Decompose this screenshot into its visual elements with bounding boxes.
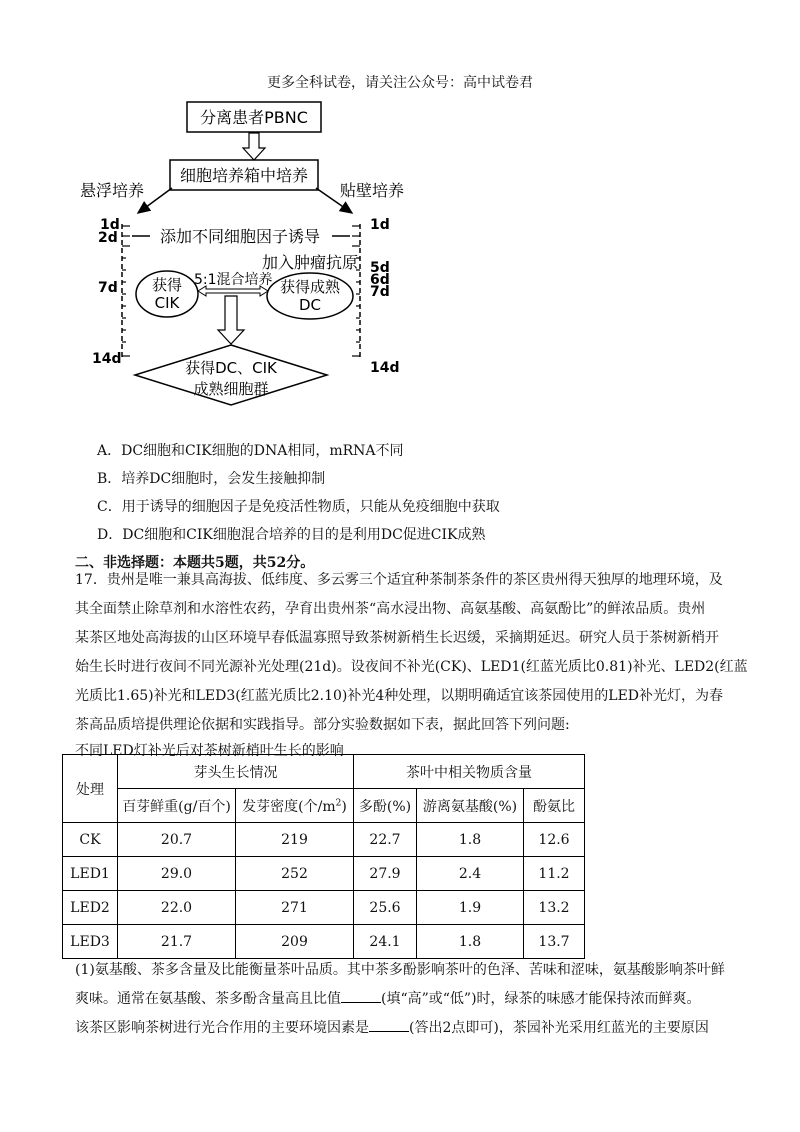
table-row [63, 891, 585, 925]
q17-line: 其全面禁止除草剂和水溶性农药，孕育出贵州茶“高水浸出物、高氨基酸、高氨酚比”的鲜浓品质。贵州 [75, 601, 706, 617]
cell: 27.9 [354, 857, 417, 891]
q17-line: 茶高品质培提供理论依据和实践指导。部分实验数据如下表，据此回答下列问题: [75, 717, 570, 733]
answer-blank[interactable] [341, 988, 381, 1003]
table-row [63, 857, 585, 891]
option-c: C．用于诱导的细胞因子是免疫活性物质，只能从免疫细胞中获取 [97, 499, 500, 515]
question-17-text [75, 566, 748, 740]
header-group-growth: 芽头生长情况 [118, 755, 354, 789]
q17-line: 17．贵州是唯一兼具高海拔、低纬度、多云雾三个适宜种茶制茶条件的茶区贵州得天独厚的地理环境，及 [75, 572, 723, 588]
q17-line: 光质比1.65)补光和LED3(红蓝光质比2.10)补光4种处理，以期明确适宜该茶园使用的LED补光灯，为春 [75, 688, 724, 704]
table-caption: 不同LED灯补光后对茶树新梢叶生长的影响 [75, 743, 344, 759]
q17-line: 始生长时进行夜间不同光源补光处理(21d)。设夜间不补光(CK)、LED1(红蓝光质比0.81)补光、LED2(红蓝 [75, 659, 748, 675]
header-group-content: 茶叶中相关物质含量 [354, 755, 585, 789]
mix-label: 5:1混合培养 [194, 272, 273, 288]
experiment-flow-diagram [0, 0, 800, 420]
dc-oval-line2: DC [298, 296, 322, 314]
cell: 271 [236, 891, 354, 925]
right-tick-label: 6d [370, 272, 390, 288]
question-17-part-1 [75, 956, 735, 1043]
cik-oval-line1: 获得 [151, 276, 183, 294]
cell: 20.7 [118, 823, 236, 857]
cell: 12.6 [524, 823, 585, 857]
answer-blank[interactable] [369, 1017, 409, 1032]
right-tick-marks [352, 226, 360, 356]
q1-line: (1)氨基酸、茶多含量及比能衡量茶叶品质。其中茶多酚影响茶叶的色泽、苦味和涩味，氨基酸影响茶叶鲜 [75, 962, 725, 978]
table-row [63, 925, 585, 959]
section-title: 二、非选择题：本题共5题，共52分。 [75, 555, 315, 571]
cell: 25.6 [354, 891, 417, 925]
cell: CK [63, 823, 118, 857]
hollow-arrow-down-icon [218, 296, 244, 344]
cell: 21.7 [118, 925, 236, 959]
page-header: 更多全科试卷，请关注公众号：高中试卷君 [267, 75, 533, 91]
cell: LED2 [63, 891, 118, 925]
top-box-label: 分离患者PBNC [200, 108, 308, 127]
cell: 1.8 [417, 823, 524, 857]
right-tick-label: 1d [370, 217, 390, 233]
culture-box-label: 细胞培养箱中培养 [179, 166, 309, 185]
q1-line: 该茶区影响茶树进行光合作用的主要环境因素是 (答出2点即可)，茶园补光采用红蓝光的主要原因 [75, 1014, 735, 1043]
induce-label: 添加不同细胞因子诱导 [160, 227, 321, 246]
result-line2: 成熟细胞群 [193, 380, 269, 398]
hollow-arrow-down-icon [243, 133, 265, 160]
cell: LED1 [63, 857, 118, 891]
option-b: B．培养DC细胞时，会发生接触抑制 [97, 471, 326, 487]
cell: 252 [236, 857, 354, 891]
dc-oval-line1: 获得成熟 [279, 278, 341, 296]
cell: LED3 [63, 925, 118, 959]
result-line1: 获得DC、CIK [185, 359, 277, 377]
option-d: D．DC细胞和CIK细胞混合培养的目的是利用DC促进CIK成熟 [97, 527, 486, 543]
cell: 1.9 [417, 891, 524, 925]
cell: 13.2 [524, 891, 585, 925]
header-treatment: 处理 [63, 755, 118, 823]
left-tick-label: 2d [98, 230, 118, 246]
col-header: 酚氨比 [524, 789, 585, 823]
cell: 209 [236, 925, 354, 959]
col-header: 游离氨基酸(%) [417, 789, 524, 823]
cik-oval-line2: CIK [154, 294, 180, 312]
left-culture-label: 悬浮培养 [80, 181, 145, 200]
cell: 29.0 [118, 857, 236, 891]
left-tick-label: 7d [98, 280, 118, 296]
cell: 2.4 [417, 857, 524, 891]
cell: 24.1 [354, 925, 417, 959]
results-table [62, 754, 585, 959]
cell: 219 [236, 823, 354, 857]
col-header: 百芽鲜重(g/百个) [118, 789, 236, 823]
cell: 22.7 [354, 823, 417, 857]
right-culture-label: 贴壁培养 [340, 181, 405, 200]
right-tick-label: 7d [370, 284, 390, 300]
right-tick-label: 14d [370, 360, 400, 376]
col-header: 发芽密度(个$/m^2$) [236, 789, 354, 823]
cell: 13.7 [524, 925, 585, 959]
left-tick-label: 1d [100, 217, 120, 233]
option-a: A．DC细胞和CIK细胞的DNA相同，mRNA不同 [97, 443, 404, 459]
cell: 11.2 [524, 857, 585, 891]
col-header: 多酚(%) [354, 789, 417, 823]
table-row [63, 823, 585, 857]
left-tick-marks [122, 226, 130, 356]
q1-line: 爽味。通常在氨基酸、茶多酚含量高且比值 (填“高”或“低”)时，绿茶的味感才能保持浓而鲜爽。 [75, 985, 735, 1014]
antigen-label: 加入肿瘤抗原 [262, 253, 359, 272]
cell: 22.0 [118, 891, 236, 925]
left-tick-label: 14d [92, 351, 122, 367]
q17-line: 某茶区地处高海拔的山区环境早春低温寡照导致茶树新梢生长迟缓，采摘期延迟。研究人员于茶树新梢开 [75, 630, 719, 646]
cell: 1.8 [417, 925, 524, 959]
right-tick-label: 5d [370, 260, 390, 276]
